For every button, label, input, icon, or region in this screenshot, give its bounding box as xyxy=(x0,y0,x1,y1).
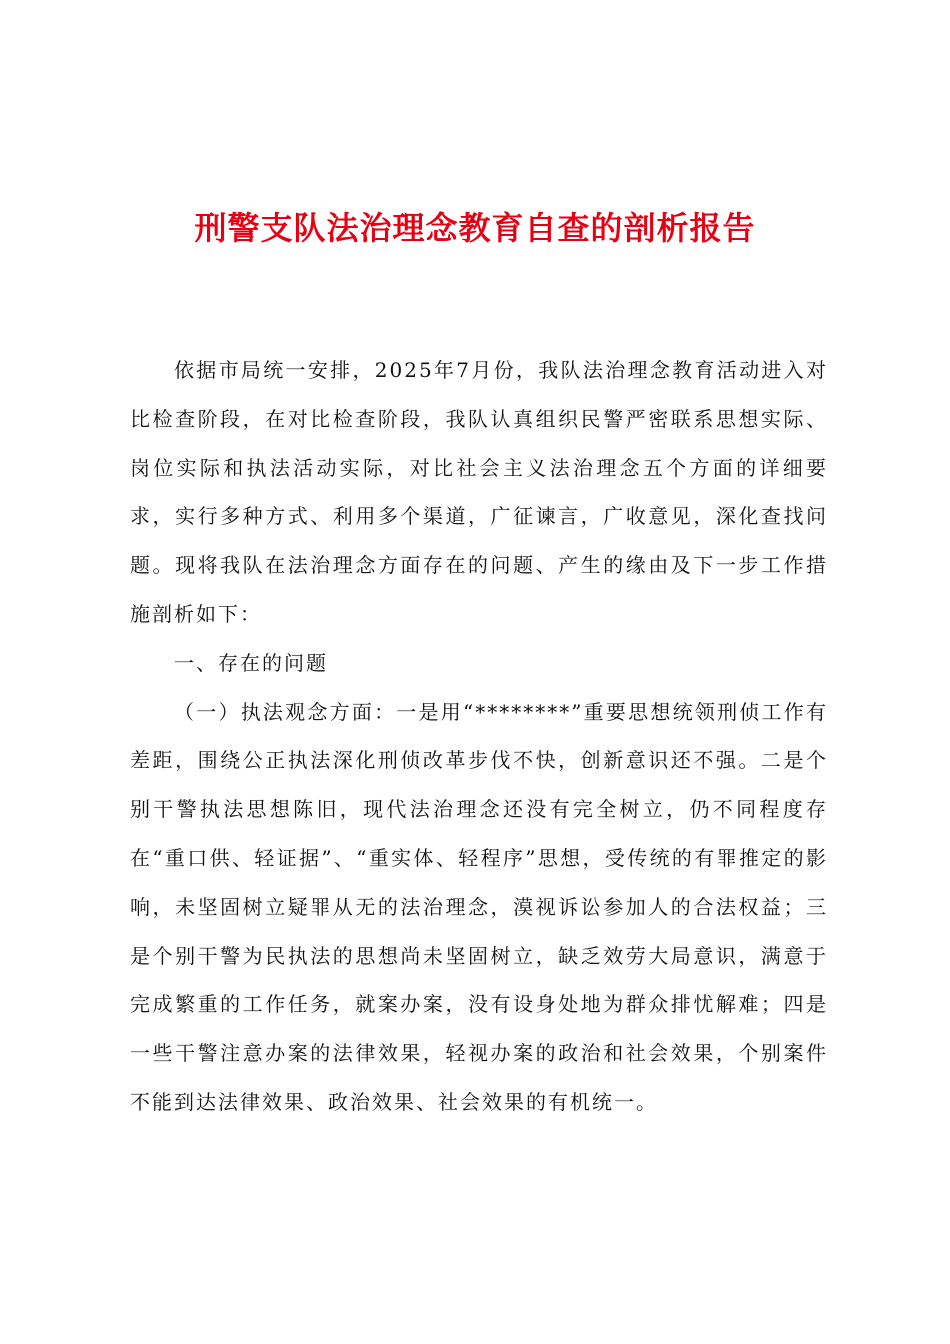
intro-paragraph: 依据市局统一安排，2025年7月份，我队法治理念教育活动进入对比检查阶段，在对比检查阶段，我队认真组织民警严密联系思想实际、岗位实际和执法活动实际，对比社会主义法治理念五个方面的详细要求，实行多种方式、利用多个渠道，广征谏言，广收意见，深化查找问题。现将我队在法治理念方面存在的问题、产生的缘由及下一步工作措施剖析如下： xyxy=(130,358,828,626)
section-heading-problems: 一、存在的问题 xyxy=(174,650,328,675)
document-body xyxy=(130,346,828,1127)
problem-item-paragraph: （一）执法观念方面：一是用“********”重要思想统领刑侦工作有差距，围绕公正执法深化刑侦改革步伐不快，创新意识还不强。二是个别干警执法思想陈旧，现代法治理念还没有完全树立，仍不同程度存在“重口供、轻证据”、“重实体、轻程序”思想，受传统的有罪推定的影响，未坚固树立疑罪从无的法治理念，漠视诉讼参加人的合法权益；三是个别干警为民执法的思想尚未坚固树立，缺乏效劳大局意识，满意于完成繁重的工作任务，就案办案，没有设身处地为群众排忧解难；四是一些干警注意办案的法律效果，轻视办案的政治和社会效果，个别案件不能到达法律效果、政治效果、社会效果的有机统一。 xyxy=(130,699,828,1114)
document-title: 刑警支队法治理念教育自查的剖析报告 xyxy=(194,209,756,247)
